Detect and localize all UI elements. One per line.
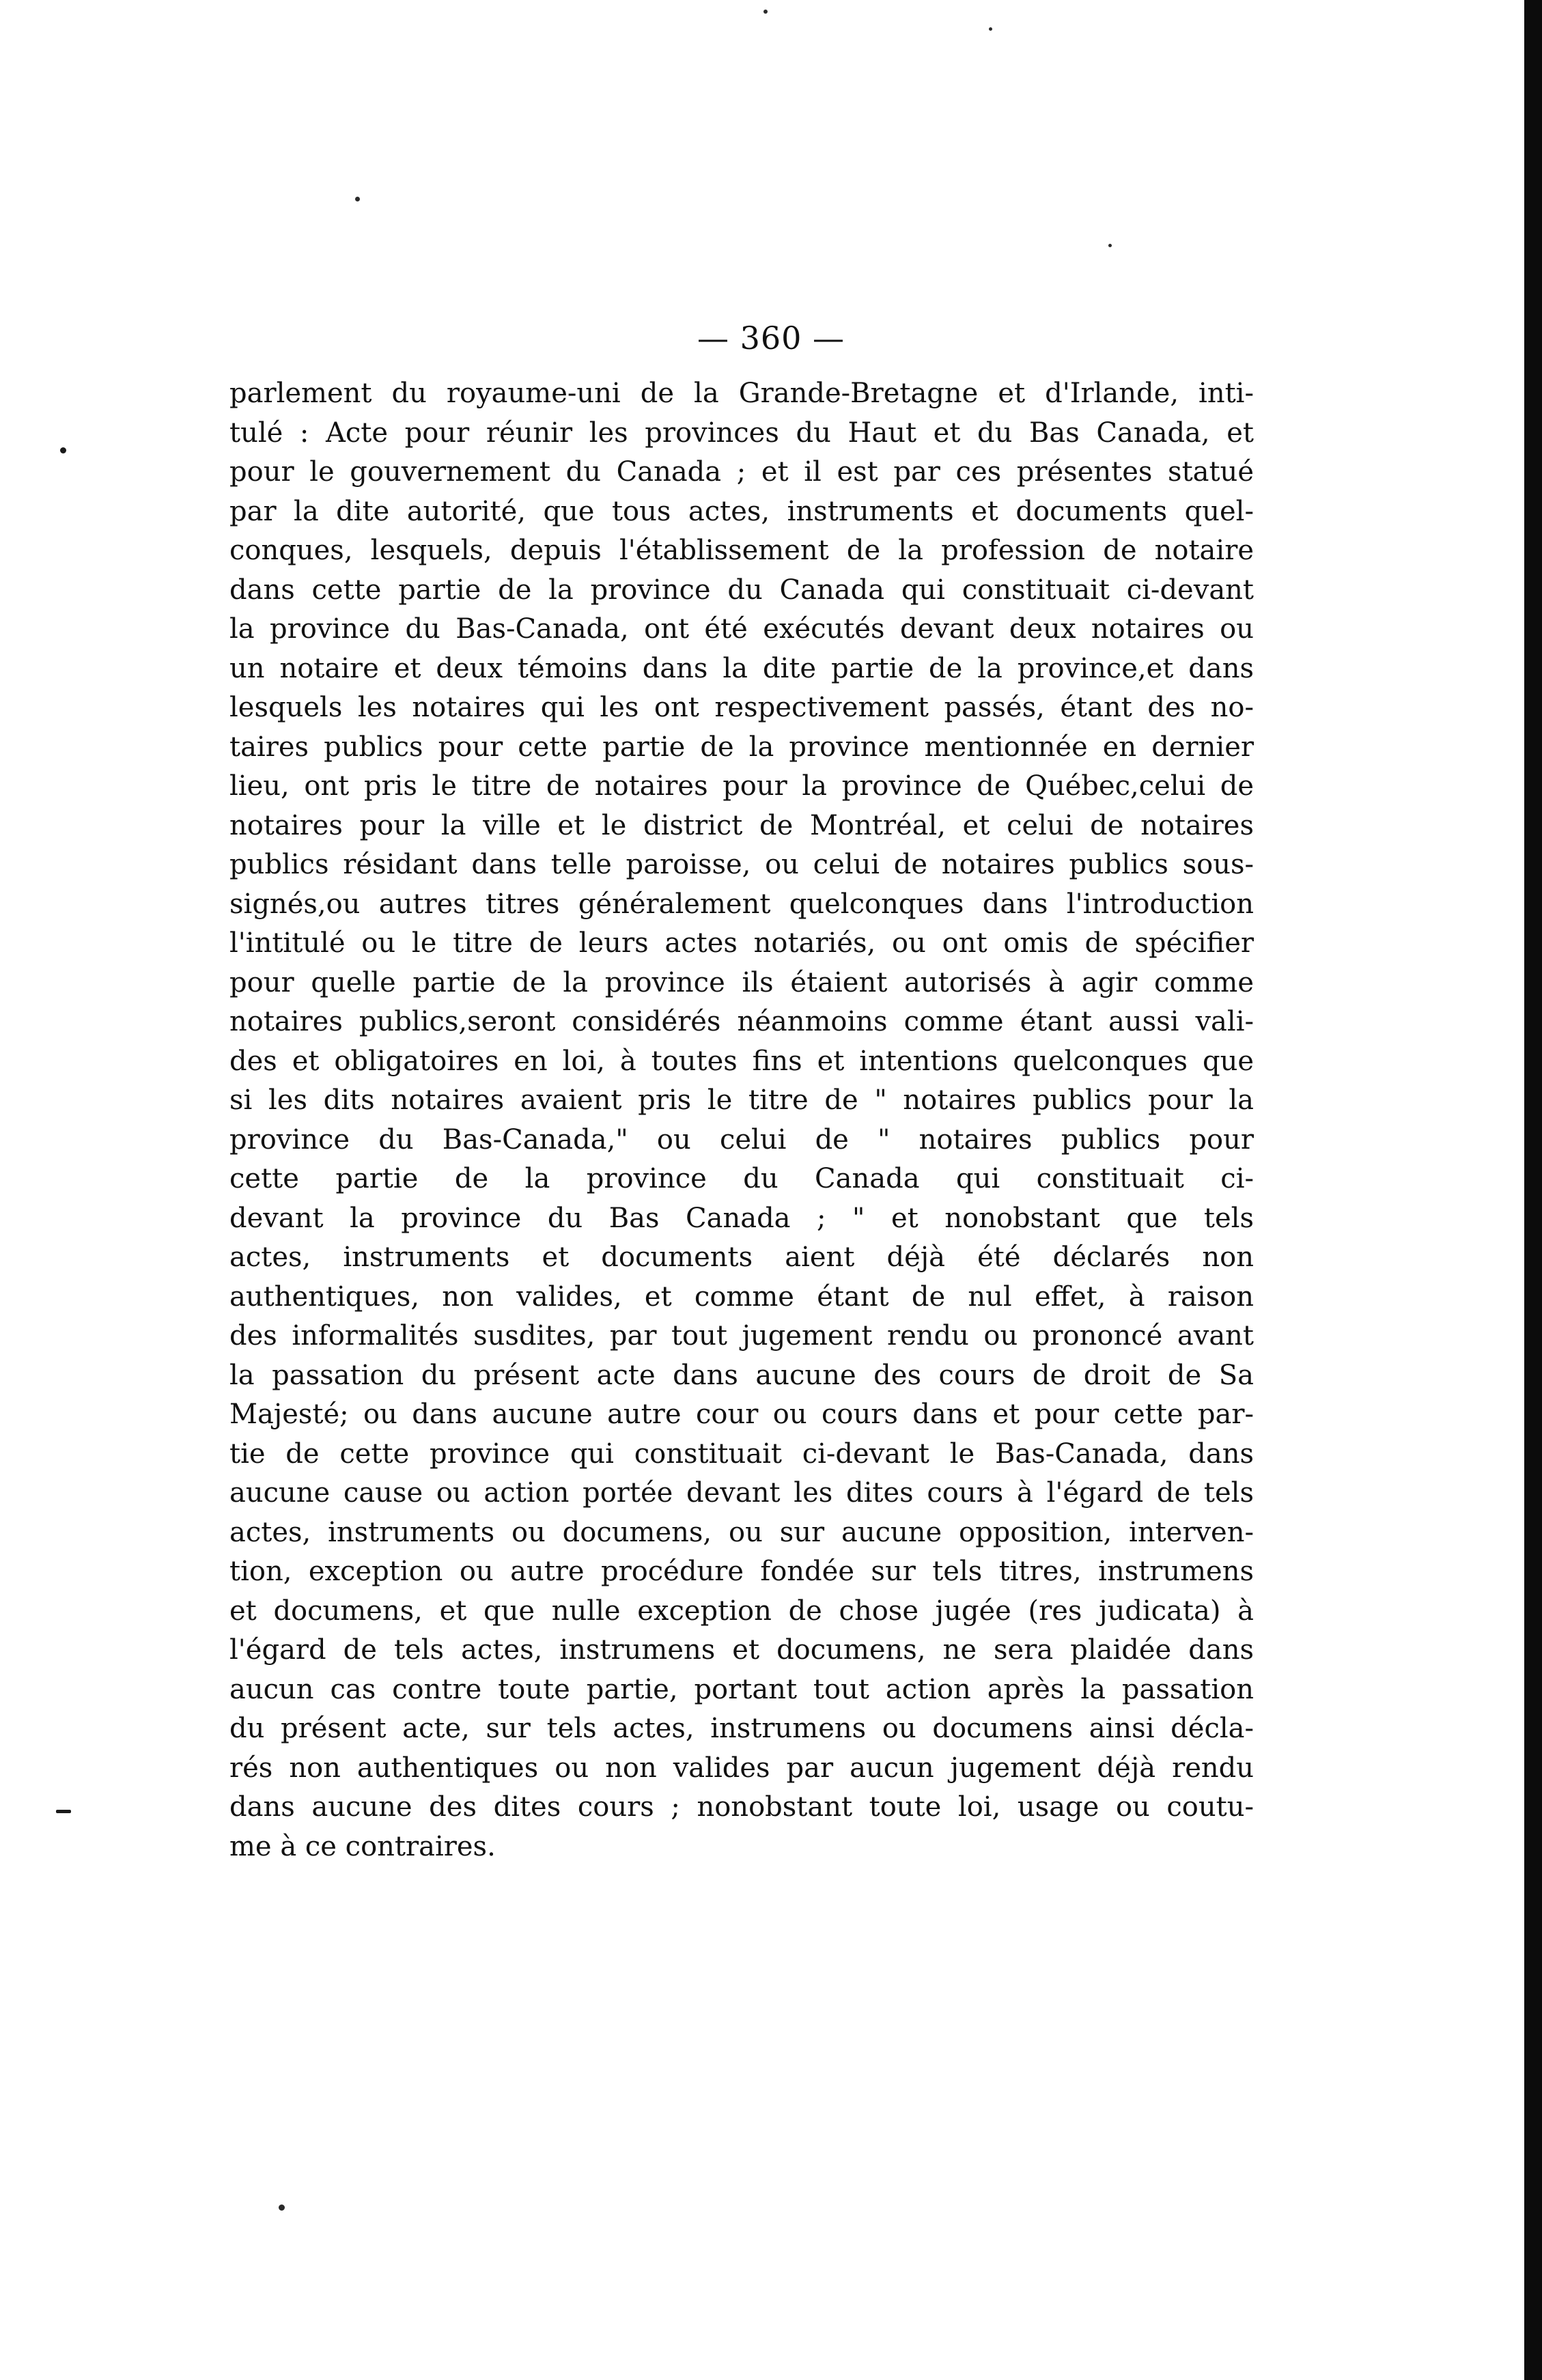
text-line: la province du Bas-Canada, ont été exécutés devant deux notaires ou (229, 613, 1254, 645)
margin-dash (56, 1810, 71, 1813)
text-line: actes, instruments ou documens, ou sur aucune opposition, interven- (229, 1516, 1254, 1548)
text-line: par la dite autorité, que tous actes, instruments et documents quel- (229, 495, 1254, 527)
scan-border (1524, 0, 1542, 2380)
scan-speck (989, 27, 992, 31)
text-line: me à ce contraires. (229, 1830, 496, 1862)
text-line: Majesté; ou dans aucune autre cour ou cours dans et pour cette par- (229, 1399, 1254, 1430)
body-text (229, 374, 1254, 1866)
page-number: — 360 — (697, 320, 845, 356)
text-line: des informalités susdites, par tout jugement rendu ou prononcé avant (229, 1320, 1254, 1352)
text-line: signés,ou autres titres généralement quelconques dans l'introduction (229, 888, 1254, 920)
margin-dot (60, 447, 66, 453)
text-line: taires publics pour cette partie de la province mentionnée en dernier (229, 731, 1254, 763)
text-line: rés non authentiques ou non valides par aucun jugement déjà rendu (229, 1752, 1254, 1784)
text-line: conques, lesquels, depuis l'établissement de la profession de notaire (229, 535, 1254, 566)
text-line: tie de cette province qui constituait ci-devant le Bas-Canada, dans (229, 1438, 1254, 1470)
text-line: lesquels les notaires qui les ont respectivement passés, étant des no- (229, 692, 1254, 723)
text-line: tion, exception ou autre procédure fondée sur tels titres, instrumens (229, 1556, 1254, 1587)
scan-speck (1108, 244, 1112, 247)
text-line: aucune cause ou action portée devant les dites cours à l'égard de tels (229, 1477, 1254, 1509)
text-line: et documens, et que nulle exception de chose jugée (res judicata) à (229, 1595, 1254, 1627)
text-line: la passation du présent acte dans aucune des cours de droit de Sa (229, 1359, 1254, 1391)
text-line: devant la province du Bas Canada ; " et nonobstant que tels (229, 1202, 1254, 1234)
text-line: aucun cas contre toute partie, portant tout action après la passation (229, 1673, 1254, 1705)
scan-speck (279, 2204, 285, 2211)
text-line: publics résidant dans telle paroisse, ou celui de notaires publics sous- (229, 849, 1254, 880)
text-line: pour le gouvernement du Canada ; et il est par ces présentes statué (229, 456, 1254, 488)
text-line: cette partie de la province du Canada qui constituait ci- (229, 1163, 1254, 1194)
text-line: l'égard de tels actes, instrumens et documens, ne sera plaidée dans (229, 1634, 1254, 1666)
scan-speck (763, 10, 768, 14)
text-line: du présent acte, sur tels actes, instrumens ou documens ainsi décla- (229, 1713, 1254, 1744)
text-line: des et obligatoires en loi, à toutes fins et intentions quelconques que (229, 1045, 1254, 1077)
text-line: dans cette partie de la province du Canada qui constituait ci-devant (229, 574, 1254, 606)
text-line: l'intitulé ou le titre de leurs actes notariés, ou ont omis de spécifier (229, 927, 1254, 959)
text-line: province du Bas-Canada," ou celui de " notaires publics pour (229, 1123, 1254, 1156)
text-line: authentiques, non valides, et comme étant de nul effet, à raison (229, 1280, 1254, 1313)
text-line: lieu, ont pris le titre de notaires pour la province de Québec,celui de (229, 770, 1254, 802)
text-line: dans aucune des dites cours ; nonobstant toute loi, usage ou coutu- (229, 1791, 1254, 1823)
text-line: un notaire et deux témoins dans la dite partie de la province,et dans (229, 652, 1254, 684)
text-line: actes, instruments et documents aient déjà été déclarés non (229, 1242, 1254, 1273)
text-line: si les dits notaires avaient pris le titre de " notaires publics pour la (229, 1084, 1254, 1116)
text-line: notaires publics,seront considérés néanmoins comme étant aussi vali- (229, 1006, 1254, 1037)
text-line: pour quelle partie de la province ils étaient autorisés à agir comme (229, 966, 1254, 998)
scan-speck (355, 197, 360, 201)
text-line: tulé : Acte pour réunir les provinces du Haut et du Bas Canada, et (229, 417, 1254, 449)
text-line: notaires pour la ville et le district de Montréal, et celui de notaires (229, 809, 1254, 841)
text-line: parlement du royaume-uni de la Grande-Bretagne et d'Irlande, inti- (229, 378, 1254, 409)
